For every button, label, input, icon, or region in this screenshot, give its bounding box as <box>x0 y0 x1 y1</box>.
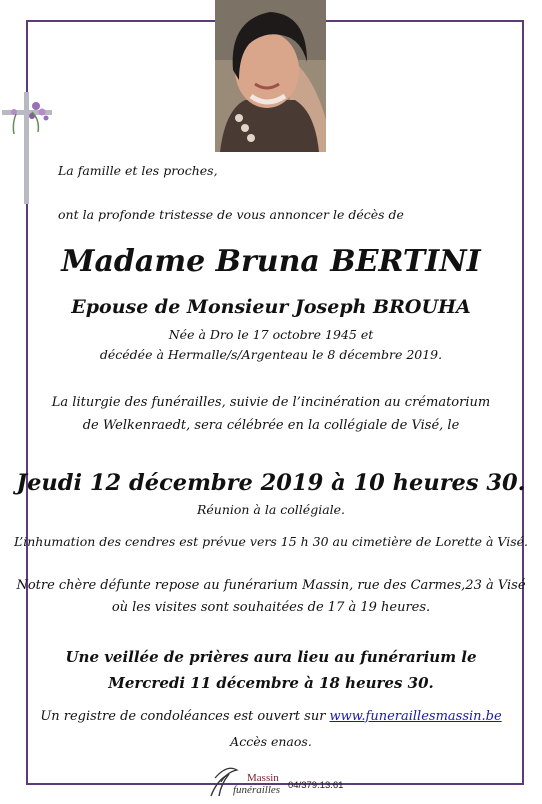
death-line: décédée à Hermalle/s/Argenteau le 8 décembre 2019. <box>99 347 443 362</box>
meeting-line: Réunion à la collégiale. <box>196 502 346 517</box>
rest-line-2: où les visites sont souhaitées de 17 à 19 heures. <box>111 600 431 615</box>
deceased-name: Madame Bruna BERTINI <box>61 244 481 279</box>
registry-link[interactable]: www.funeraillesmassin.be <box>329 709 502 724</box>
cross-with-flowers-icon <box>2 92 52 204</box>
phone-number: 04/379.13.61 <box>288 780 344 791</box>
intro-line: La famille et les proches, <box>58 163 218 178</box>
spouse-line: Epouse de Monsieur Joseph BROUHA <box>71 296 471 318</box>
registry-line <box>0 709 542 724</box>
liturgy-line-2: de Welkenraedt, sera célébrée en la collégiale de Visé, le <box>82 418 460 433</box>
announcement-line: ont la profonde tristesse de vous annoncer le décès de <box>58 207 404 222</box>
massin-logo <box>207 760 282 800</box>
birth-line: Née à Dro le 17 octobre 1945 et <box>168 327 374 342</box>
vigil-line-2: Mercredi 11 décembre à 18 heures 30. <box>108 674 434 692</box>
ceremony-date: Jeudi 12 décembre 2019 à 10 heures 30. <box>16 470 526 496</box>
access-line: Accès enaos. <box>230 734 312 749</box>
liturgy-line-1: La liturgie des funérailles, suivie de l’incinération au crématorium <box>51 395 491 410</box>
registry-text: Un registre de condoléances est ouvert sur <box>40 709 330 724</box>
logo-name: Massin <box>247 772 279 784</box>
portrait-photo <box>215 0 326 152</box>
vigil-line-1: Une veillée de prières aura lieu au funérarium le <box>65 648 477 666</box>
logo-subtitle: funérailles <box>233 784 281 796</box>
rest-line-1: Notre chère défunte repose au funérarium Massin, rue des Carmes,23 à Visé <box>16 578 526 593</box>
burial-line: L’inhumation des cendres est prévue vers 15 h 30 au cimetière de Lorette à Visé. <box>13 534 529 549</box>
